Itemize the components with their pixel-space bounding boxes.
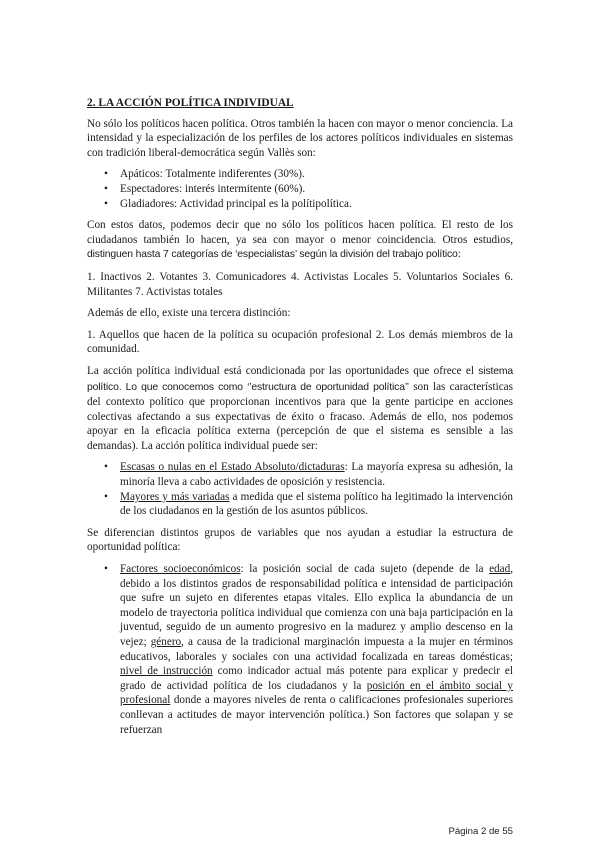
paragraph-third-distinction: Además de ello, existe una tercera distinción: bbox=[87, 307, 291, 320]
underlined-term: posición en el ámbito social y profesional bbox=[120, 679, 513, 707]
underlined-term: edad bbox=[489, 563, 511, 576]
action-types-list bbox=[87, 460, 513, 518]
page-content bbox=[87, 96, 513, 744]
underlined-term: Factores socioeconómicos bbox=[120, 563, 241, 576]
underlined-term: Mayores y más variadas bbox=[120, 490, 230, 503]
paragraph-categories bbox=[87, 218, 513, 263]
text-run: distinguen hasta 7 categorías de ‘especialistas’ según la división del trabajo político bbox=[87, 249, 458, 261]
paragraph-intro: No sólo los políticos hacen política. Otros también la hacen con mayor o menor conciencia. La intensidad y la especialización de los perfiles de los actores políticos individuales en sistemas con tradición liberal-democrática según Vallès son: bbox=[87, 117, 513, 159]
underlined-term: género bbox=[150, 636, 182, 648]
section-heading: 2. LA ACCIÓN POLÍTICA INDIVIDUAL bbox=[87, 97, 294, 109]
text-run: , debido a los distintos grados de responsabilidad política e intensidad de participación que sufre un sujeto en diferentes etapas vitales. Ello explica la abundancia de un modelo de trayectoria política individual que comienza con una baja participación en la juventud, seguido de un aumento progresivo en la madurez y amplio descenso en la vejez; bbox=[120, 563, 513, 648]
paragraph-variables: Se diferencian distintos grupos de variables que nos ayudan a estudiar la estructura de oportunidad política: bbox=[87, 526, 513, 554]
actor-types-list bbox=[87, 167, 513, 211]
list-item: • Apáticos: Totalmente indiferentes (30%). bbox=[120, 167, 513, 182]
list-item: • Espectadores: interés intermitente (60%). bbox=[120, 182, 513, 197]
text-run: son las características del contexto político que proporcionan incentivos para que la gente participe en acciones colectivas afectando a sus expectativas de éxito o fracaso. Además de ello, nos podemos apoyar en la eficacia política externa (percepción de que el sistema es sensible a las demandas). La acción política individual puede ser: bbox=[87, 380, 513, 452]
text-run: , a causa de la tradicional marginación impuesta a la mujer en términos educativos, laborales y sociales con una actividad focalizada en tareas domésticas; bbox=[120, 636, 513, 663]
list-item bbox=[120, 562, 513, 737]
underlined-term: Escasas o nulas en el Estado Absoluto/dictaduras bbox=[120, 461, 345, 474]
list-item: • Gladiadores: Actividad principal es la polítipolítica. bbox=[120, 197, 513, 212]
text-run: : La mayoría expresa su adhesión, la minoría lleva a cabo actividades de oposición y resistencia. bbox=[120, 461, 514, 489]
list-item bbox=[120, 490, 513, 519]
text-run: : bbox=[457, 248, 461, 261]
text-run: como indicador actual más potente para explicar y predecir el grado de actividad política de los ciudadanos y la bbox=[120, 665, 513, 692]
paragraph-distinction-list: 1. Aquellos que hacen de la política su ocupación profesional 2. Los demás miembros de la comunidad. bbox=[87, 328, 513, 356]
paragraph-opportunity-structure bbox=[87, 364, 513, 454]
list-item bbox=[120, 460, 513, 489]
page-number: Página 2 de 55 bbox=[448, 826, 513, 837]
text-run: : la posición social de cada sujeto (depende de la bbox=[240, 563, 490, 576]
underlined-term: nivel de instrucción bbox=[120, 665, 213, 678]
paragraph-categories-list: 1. Inactivos 2. Votantes 3. Comunicadores 4. Activistas Locales 5. Voluntarios Sociales 6. Militantes 7. Activistas totales bbox=[87, 270, 513, 298]
variables-list bbox=[87, 562, 513, 737]
text-run: a medida que el sistema político ha legitimado la intervención de los ciudadanos en la gestión de los asuntos públicos. bbox=[120, 490, 513, 518]
text-run: Con estos datos, podemos decir que no sólo los políticos hacen política. El resto de los ciudadanos también lo hacen, ya sea con mayor o menor coincidencia. Otros estudios, bbox=[87, 219, 513, 246]
text-run: donde a mayores niveles de renta o calificaciones profesionales superiores conllevan a actitudes de mayor intervención política.) Son factores que solapan y se refuerzan bbox=[120, 694, 513, 736]
text-run: sistema político. Lo que conocemos como ‘’estructura de oportunidad política’’ bbox=[87, 365, 513, 393]
text-run: La acción política individual está condicionada por las oportunidades que ofrece el bbox=[87, 364, 479, 377]
